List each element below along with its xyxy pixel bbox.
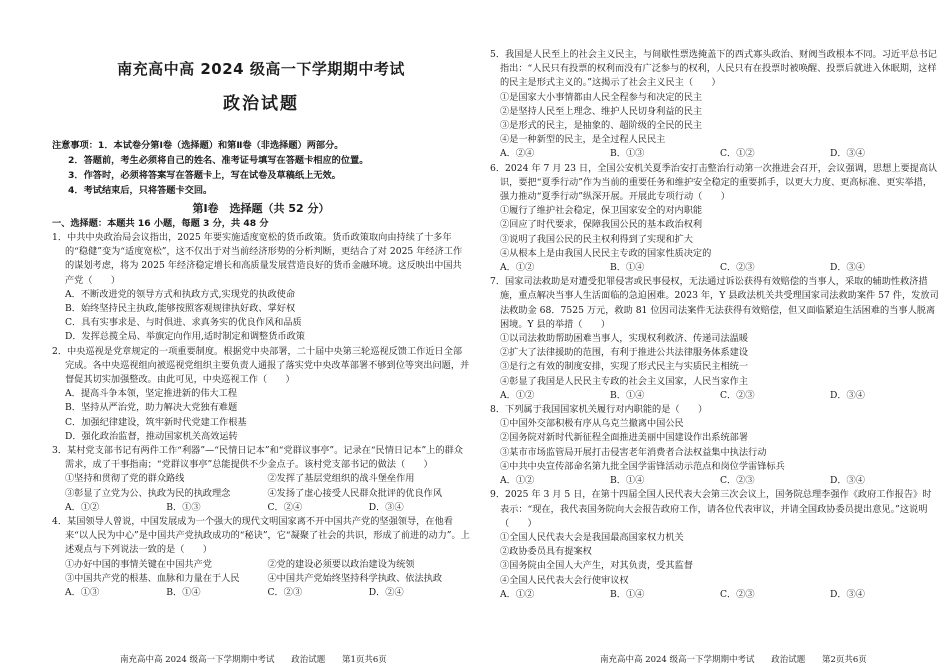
statement: ②发挥了基层党组织的战斗堡垒作用 — [267, 473, 415, 485]
statement: ③某市市场监管局开展打击侵害老年消费者合法权益集中执法行动 — [500, 446, 767, 458]
footer-page-number: 第2页共6页 — [821, 655, 867, 665]
statement: ②国务院对新时代新征程全面推进美丽中国建设作出系统部署 — [500, 432, 749, 444]
statement: ④全国人民代表大会行使审议权 — [500, 574, 629, 586]
answer-option: C．②③ — [720, 262, 755, 274]
question-stem: 1．中共中央政治局会议指出，2025 年要实施适度宽松的货币政策。货币政策取向由持续了十多年的“稳健”变为“适度宽松”，这不仅出于对当前经济形势的分析判断，更结合了对 2025 年经济工作的谋划考虑，将为 2025 年经济稳定增长和高质量发展营造良好的货币金融环境。这反映出中国共产党（ ） — [52, 232, 463, 286]
answer-option: A．不断改进党的领导方式和执政方式,实现党的执政使命 — [65, 288, 296, 300]
question-stem: 2．中央巡视是党章规定的一项重要制度。根据党中央部署，二十届中央第三轮巡视反馈工作近日全部完成。各中央巡视组向被巡视党组织主要负责人通报了落实党中央改革部署不够到位等突出问题，并督促其切实加强整改。由此可见，中央巡视工作（ ） — [52, 345, 470, 386]
answer-option: D．发挥总揽全局、举旗定向作用,适时制定和调整货币政策 — [65, 331, 305, 343]
statement-row — [52, 487, 470, 501]
note-line: 2．答题前，考生必须将自己的姓名、准考证号填写在答题卡相应的位置。 — [68, 155, 369, 166]
answer-option: C．②③ — [720, 588, 755, 600]
statement: ③彰显了立党为公、执政为民的执政理念 — [65, 487, 231, 499]
question-4 — [52, 515, 470, 600]
answer-option: D．③④ — [830, 148, 865, 160]
statement: ③中国共产党的根基、血脉和力量在于人民 — [65, 572, 240, 584]
statement-row — [52, 558, 470, 572]
answer-option: B．①④ — [166, 587, 201, 599]
answer-option: D．③④ — [830, 262, 865, 274]
statement: ④中国共产党始终坚持科学执政、依法执政 — [267, 572, 443, 584]
footer-exam: 南充高中高 2024 级高一下学期期中考试 — [120, 655, 275, 665]
statement: ②党的建设必须要以政治建设为统领 — [267, 558, 415, 570]
answer-option: D．③④ — [830, 389, 865, 401]
answer-row — [490, 474, 940, 488]
answer-option: D．③④ — [830, 588, 865, 600]
answer-option: C．加强纪律建设，筑牢新时代党建工作根基 — [65, 416, 247, 428]
statement: ①是国家大小事情都由人民全程参与和决定的民主 — [500, 91, 703, 103]
statement: ①坚持和贯彻了党的群众路线 — [65, 473, 185, 485]
question-7 — [490, 275, 940, 403]
answer-option: A．①② — [500, 262, 535, 274]
answer-option: C．②③ — [720, 389, 755, 401]
answer-row — [52, 501, 470, 515]
statement: ④从根本上是由我国人民民主专政的国家性质决定的 — [500, 247, 712, 259]
question-stem: 6．2024 年 7 月 23 日，全国公安机关夏季治安打击整治行动第一次推进会召开，会议强调，思想上要提高认识，要把“夏季行动”作为当前的重要任务和维护安全稳定的重要抓手，以更大力度、更高标准、更实举措，强力推动“夏季行动”纵深开展。开展此专项行动（ ） — [490, 162, 938, 203]
answer-option: B．①④ — [610, 475, 645, 487]
statement: ④是一种新型的民主，是全过程人民民主 — [500, 134, 666, 146]
page-footer — [120, 653, 401, 665]
question-1 — [52, 231, 470, 345]
statement: ④中共中央宣传部命名第九批全国学雷锋活动示范点和岗位学雷锋标兵 — [500, 460, 785, 472]
exam-notes — [52, 138, 470, 198]
answer-option: B．①④ — [610, 588, 645, 600]
answer-option: D．强化政治监督，推动国家机关高效运转 — [65, 430, 238, 442]
question-stem: 7．国家司法救助是对遭受犯罪侵害或民事侵权，无法通过诉讼获得有效赔偿的当事人，采取的辅助性救济措施，重点解决当事人生活面临的急迫困难。2023 年，Y 县政法机关共受理国家司法救助案件 57 件，发放司法救助金 68．7525 万元，救助 81 位因司法案件无法获得有效赔偿，但又面临紧迫生活困难的当事人脱离困境。Y 县的举措（ ） — [490, 276, 939, 330]
answer-option: C．①② — [720, 148, 755, 160]
question-9 — [490, 488, 940, 602]
statement: ①全国人民代表大会是我国最高国家权力机关 — [500, 531, 684, 543]
statement: ④发扬了虚心接受人民群众批评的优良作风 — [267, 487, 443, 499]
statement: ①中国外交部积极有序从乌克兰撤离中国公民 — [500, 418, 684, 430]
exam-title: 南充高中高 2024 级高一下学期期中考试 — [117, 60, 405, 78]
answer-row — [52, 586, 470, 600]
answer-option: B．坚持从严治党，助力解决大党独有难题 — [65, 402, 238, 414]
statement: ②是坚持人民至上理念、维护人民切身利益的民主 — [500, 105, 703, 117]
exam-subject: 政治试题 — [223, 94, 299, 114]
answer-option: C．②④ — [267, 501, 303, 513]
question-8 — [490, 403, 940, 488]
question-stem: 4．某国领导人曾说，中国发展成为一个强大的现代文明国家离不开中国共产党的坚强领导，在他看来“以人民为中心”是中国共产党执政成功的“秘诀”，它“凝聚了社会的共识，形成了前进的动力”。上述观点与下列说法一致的是（ ） — [52, 516, 470, 556]
page-footer — [600, 653, 881, 665]
note-line: 3．作答时，必须将答案写在答题卡上，写在试卷及草稿纸上无效。 — [68, 170, 341, 181]
statement: ①办好中国的事情关键在中国共产党 — [65, 558, 212, 570]
statement: ③是形式的民主，是抽象的、超阶级的全民的民主 — [500, 120, 703, 132]
question-stem: 8．下列属于我国国家机关履行对内职能的是（ ） — [490, 404, 708, 416]
answer-option: B．①③ — [166, 501, 201, 513]
answer-option: B．①④ — [610, 389, 645, 401]
answer-option: A．①② — [500, 588, 535, 600]
answer-row — [490, 261, 940, 275]
question-stem: 5．我国是人民至上的社会主义民主，与间歇性票选掩盖下的西式寡头政治、财阀当政根本不同。习近平总书记指出：“人民只有投票的权利而没有广泛参与的权利，人民只有在投票时被唤醒、投票后就进入休眠期，这样的民主是形式主义的。”这揭示了社会主义民主（ ） — [490, 49, 937, 89]
question-stem: 3．某村党支部书记有两件工作“利器”—“民情日记本”和“党群议事亭”。记录在“民情日记本”上的群众需求，成了干事指南；“党群议事亭”总能提供不少金点子。该村党支部书记的做法（ ） — [52, 445, 463, 471]
page-2 — [480, 0, 950, 672]
question-2 — [52, 345, 470, 444]
section-title: 一、选择题：本题共 16 小题，每题 3 分，共 48 分 — [52, 218, 269, 229]
answer-option: C．②③ — [720, 475, 755, 487]
answer-row — [490, 389, 940, 403]
statement: ②回应了时代要求，保障我国公民的基本政治权利 — [500, 219, 703, 231]
statement: ②政协委员具有提案权 — [500, 546, 592, 558]
answer-option: B．①③ — [610, 148, 645, 160]
answer-option: A．②④ — [500, 148, 535, 160]
statement: ③说明了我国公民的民主权利得到了实现和扩大 — [500, 233, 693, 245]
footer-subject: 政治试题 — [291, 655, 326, 665]
question-stem: 9．2025 年 3 月 5 日，在第十四届全国人民代表大会第三次会议上，国务院总理李强作《政府工作报告》时表示：“现在，我代表国务院向大会报告政府工作，请各位代表审议，并请全国政协委员提出意见。”这说明（ ） — [490, 489, 932, 529]
answer-option: A．①③ — [65, 587, 100, 599]
answer-row — [490, 147, 940, 161]
part-title: 第Ⅰ卷 选择题（共 52 分） — [192, 202, 330, 215]
footer-page-number: 第1页共6页 — [341, 655, 387, 665]
answer-option: C．②③ — [267, 587, 303, 599]
answer-option: D．③④ — [368, 501, 404, 513]
answer-row — [490, 588, 940, 602]
statement: ②扩大了法律援助的范围，有利于推进公共法律服务体系建设 — [500, 347, 749, 359]
statement: ①以司法救助帮助困难当事人，实现权利救济、传递司法温暖 — [500, 333, 749, 345]
note-line: 4．考试结束后，只将答题卡交回。 — [68, 185, 213, 196]
statement-row — [52, 572, 470, 586]
answer-option: C．具有实事求是、与时俱进、求真务实的优良作风和品质 — [65, 317, 302, 329]
answer-option: A．①② — [500, 389, 535, 401]
statement: ④彰显了我国是人民民主专政的社会主义国家，人民当家作主 — [500, 375, 749, 387]
statement: ①履行了维护社会稳定，保卫国家安全的对内职能 — [500, 205, 703, 217]
answer-option: D．②④ — [368, 587, 404, 599]
footer-exam: 南充高中高 2024 级高一下学期期中考试 — [600, 655, 755, 665]
answer-option: B．①④ — [610, 262, 645, 274]
answer-option: A．提高斗争本领，坚定推进新的伟大工程 — [65, 388, 238, 400]
answer-option: A．①② — [500, 475, 535, 487]
question-5 — [490, 48, 940, 162]
footer-subject: 政治试题 — [771, 655, 806, 665]
answer-option: D．③④ — [830, 475, 865, 487]
note-line: 注意事项：1．本试卷分第Ⅰ卷（选择题）和第Ⅱ卷（非选择题）两部分。 — [52, 140, 344, 151]
question-3 — [52, 444, 470, 515]
statement: ③是行之有效的制度安排，实现了形式民主与实质民主相统一 — [500, 361, 749, 373]
statement-row — [52, 472, 470, 486]
answer-option: A．①② — [65, 501, 100, 513]
answer-option: B．始终坚持民主执政,能够按照客观规律执好政、掌好权 — [65, 303, 296, 315]
question-6 — [490, 162, 940, 276]
statement: ③国务院由全国人大产生，对其负责，受其监督 — [500, 560, 693, 572]
